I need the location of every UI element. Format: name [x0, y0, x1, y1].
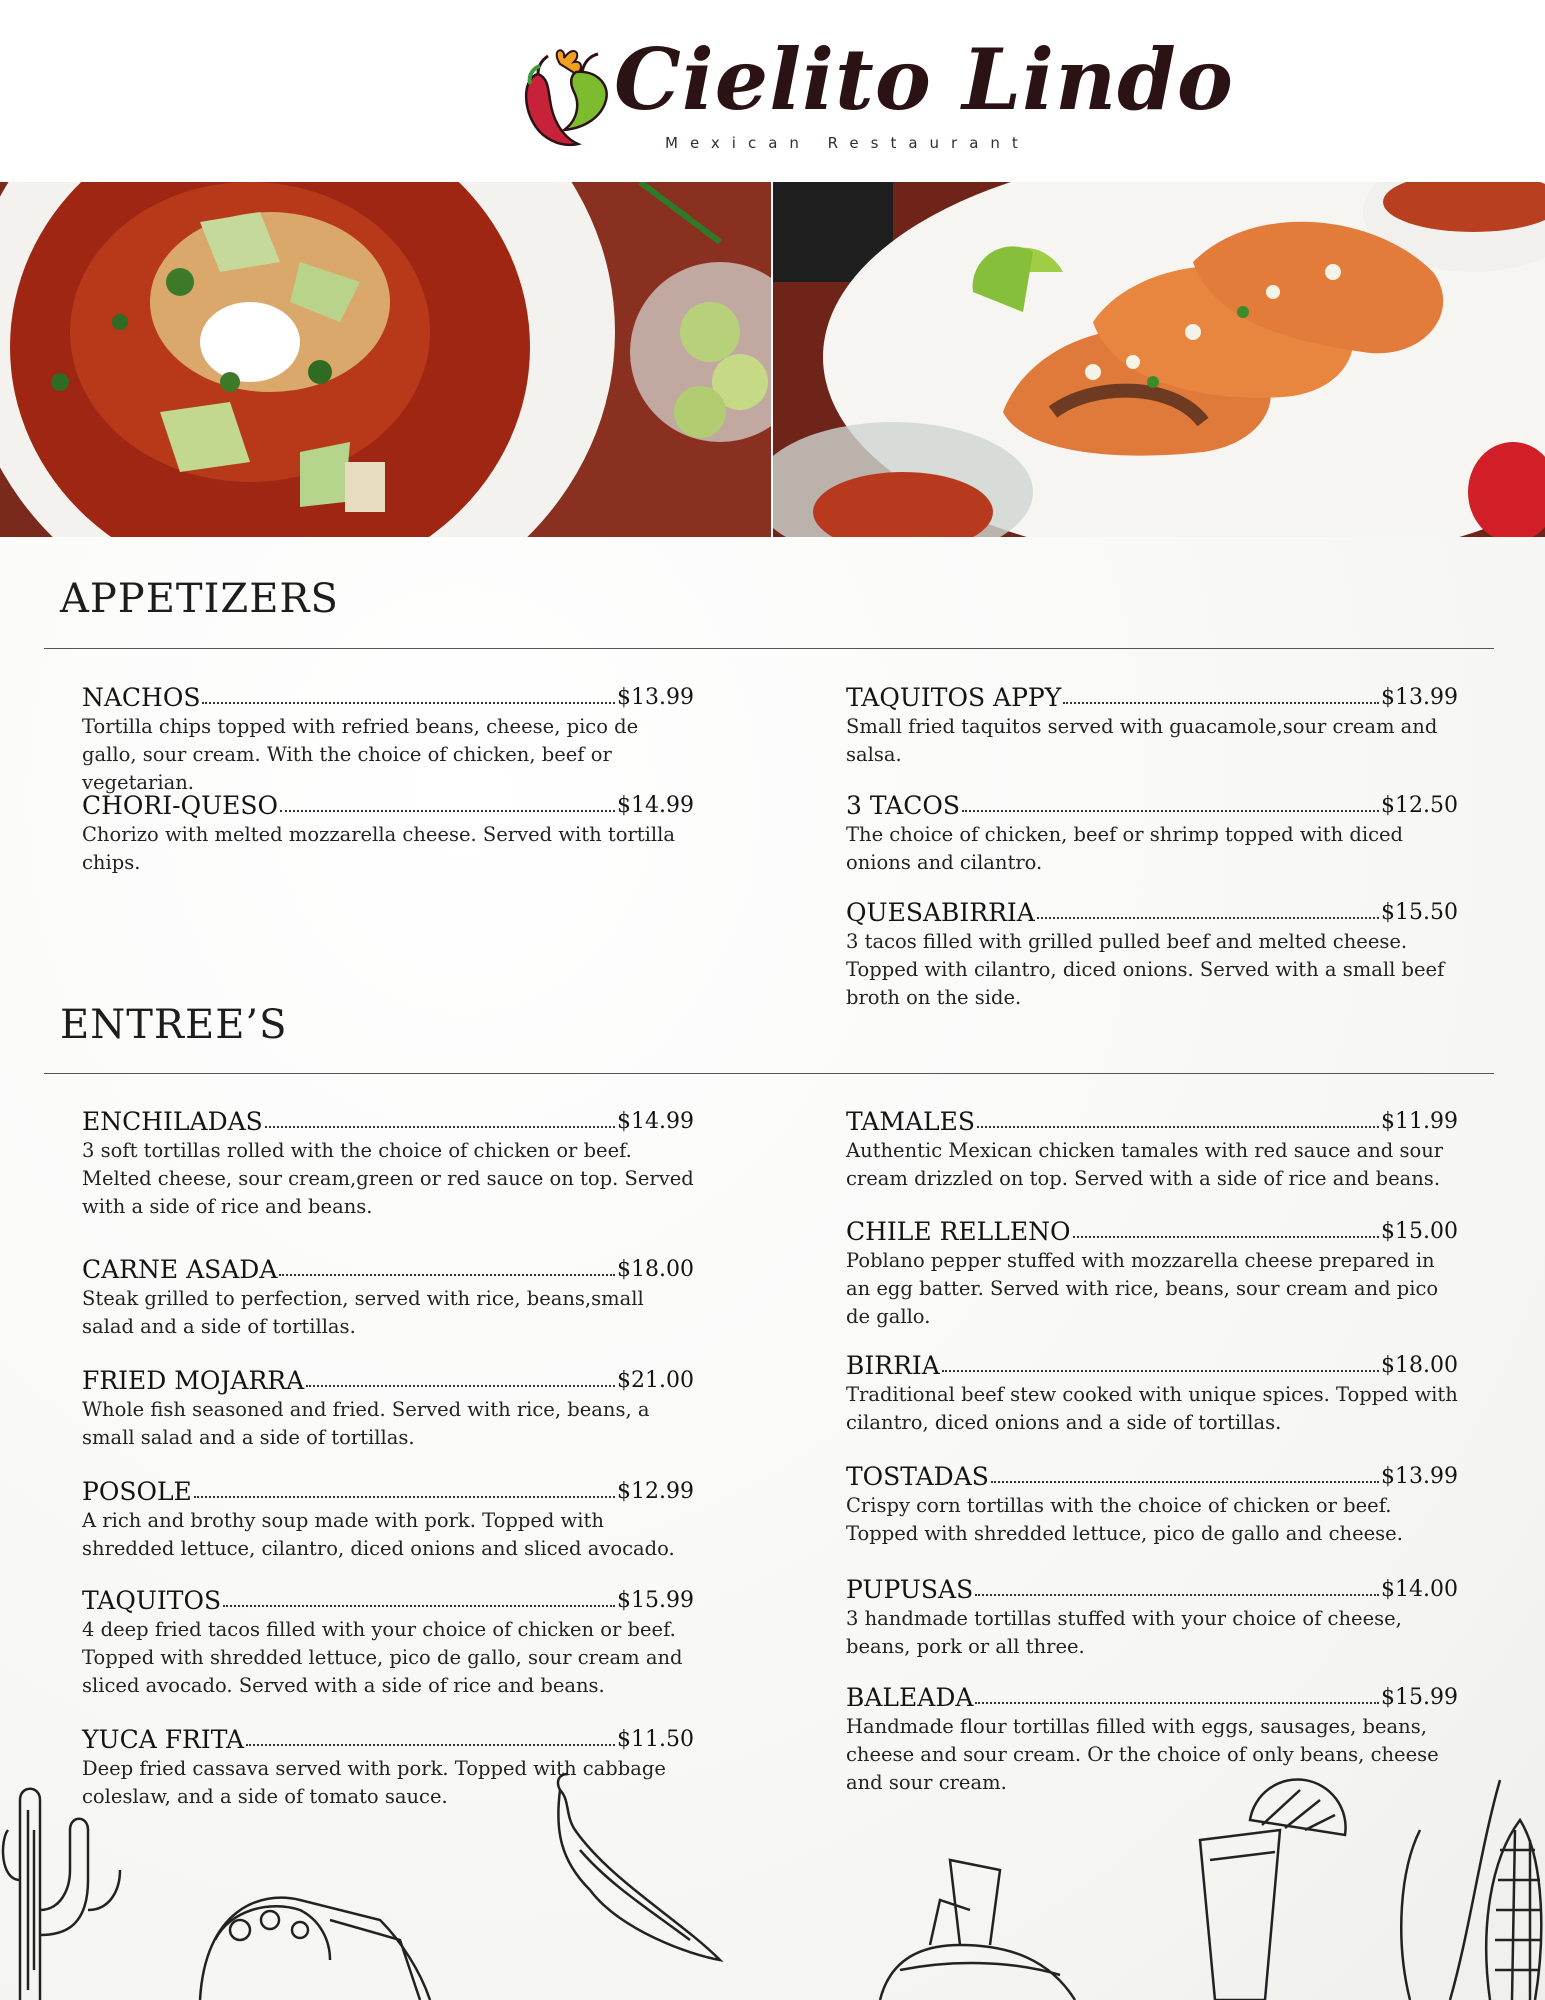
- leader-dots: [942, 1370, 1379, 1372]
- item-name: POSOLE: [82, 1477, 192, 1506]
- item-description: Steak grilled to perfection, served with rice, beans,small salad and a side of tortillas.: [82, 1287, 644, 1338]
- nachos-bowl-icon: [880, 1860, 1075, 2000]
- logo-title: Cielito Lindo: [614, 30, 1234, 129]
- menu-item: [82, 1102, 694, 1221]
- header: [0, 0, 1545, 182]
- item-description: Deep fried cassava served with pork. Topped with cabbage coleslaw, and a side of tomato sauce.: [82, 1757, 666, 1808]
- chili-pepper-icon: [558, 1774, 720, 1960]
- item-name: BALEADA: [846, 1683, 974, 1712]
- item-price: $12.50: [1381, 793, 1458, 818]
- menu-item: [82, 1361, 694, 1452]
- item-price: $14.00: [1381, 1577, 1458, 1602]
- entrees-heading: ENTREE’S: [60, 1002, 288, 1048]
- photo-strip: [0, 182, 1545, 537]
- item-name: TOSTADAS: [846, 1462, 989, 1491]
- item-name: CHILE RELLENO: [846, 1217, 1071, 1246]
- leader-dots: [1063, 702, 1379, 704]
- item-description: 3 handmade tortillas stuffed with your choice of cheese, beans, pork or all three.: [846, 1607, 1402, 1658]
- item-name: 3 TACOS: [846, 791, 960, 820]
- decorative-illustrations: [0, 1770, 1545, 2000]
- menu-item: [846, 1212, 1458, 1331]
- tequila-shot-icon: [1200, 1779, 1346, 2000]
- item-name: CARNE ASADA: [82, 1255, 278, 1284]
- item-price: $14.99: [617, 793, 694, 818]
- menu-item: [82, 786, 694, 877]
- item-description: Poblano pepper stuffed with mozzarella cheese prepared in an egg batter. Served with rice, beans, sour cream and pico de gallo.: [846, 1249, 1439, 1328]
- item-price: $21.00: [617, 1368, 694, 1393]
- item-name: QUESABIRRIA: [846, 898, 1035, 927]
- menu-item: [82, 1472, 694, 1563]
- menu-item: [846, 1102, 1458, 1193]
- leader-dots: [223, 1605, 615, 1607]
- item-name: TAQUITOS APPY: [846, 683, 1062, 712]
- item-price: $11.50: [617, 1727, 694, 1752]
- logo: [520, 30, 1234, 156]
- item-price: $18.00: [1381, 1353, 1458, 1378]
- item-description: Small fried taquitos served with guacamole,sour cream and salsa.: [846, 715, 1438, 766]
- item-description: Whole fish seasoned and fried. Served with rice, beans, a small salad and a side of tortillas.: [82, 1398, 650, 1449]
- posole-soup-photo: [0, 182, 771, 537]
- menu-item: [846, 678, 1458, 769]
- item-name: TAQUITOS: [82, 1586, 222, 1615]
- leader-dots: [306, 1385, 615, 1387]
- item-description: Authentic Mexican chicken tamales with red sauce and sour cream drizzled on top. Served with a side of rice and beans.: [846, 1139, 1444, 1190]
- leader-dots: [265, 1126, 615, 1128]
- logo-subtitle: Mexican Restaurant: [665, 134, 1030, 152]
- item-price: $13.99: [617, 685, 694, 710]
- item-name: CHORI-QUESO: [82, 791, 279, 820]
- item-name: PUPUSAS: [846, 1575, 974, 1604]
- leader-dots: [246, 1744, 615, 1746]
- item-description: 3 tacos filled with grilled pulled beef and melted cheese. Topped with cilantro, diced onions. Served with a small beef broth on the side.: [846, 930, 1445, 1009]
- appetizers-divider: [44, 648, 1494, 649]
- cactus-icon: [3, 1789, 120, 2000]
- leader-dots: [1073, 1236, 1380, 1238]
- leader-dots: [279, 1274, 615, 1276]
- item-price: $15.00: [1381, 1219, 1458, 1244]
- item-price: $18.00: [617, 1257, 694, 1282]
- menu-item: [846, 1570, 1458, 1661]
- item-description: 3 soft tortillas rolled with the choice of chicken or beef. Melted cheese, sour cream,green or red sauce on top. Served with a side of rice and beans.: [82, 1139, 694, 1218]
- item-price: $14.99: [617, 1109, 694, 1134]
- menu-item: [846, 1346, 1458, 1437]
- appetizers-heading: APPETIZERS: [60, 576, 339, 622]
- birria-tacos-photo: [773, 182, 1545, 537]
- item-price: $15.50: [1381, 900, 1458, 925]
- burrito-icon: [200, 1898, 430, 2000]
- entrees-divider: [44, 1073, 1494, 1074]
- item-price: $12.99: [617, 1479, 694, 1504]
- leader-dots: [975, 1594, 1379, 1596]
- item-description: Traditional beef stew cooked with unique spices. Topped with cilantro, diced onions and a side of tortillas.: [846, 1383, 1458, 1434]
- item-price: $15.99: [1381, 1685, 1458, 1710]
- item-description: Crispy corn tortillas with the choice of chicken or beef. Topped with shredded lettuce, pico de gallo and cheese.: [846, 1494, 1403, 1545]
- item-name: ENCHILADAS: [82, 1107, 263, 1136]
- item-description: A rich and brothy soup made with pork. Topped with shredded lettuce, cilantro, diced onions and sliced avocado.: [82, 1509, 675, 1560]
- leader-dots: [202, 702, 615, 704]
- menu-item: [82, 678, 694, 797]
- item-description: Chorizo with melted mozzarella cheese. Served with tortilla chips.: [82, 823, 675, 874]
- leader-dots: [194, 1496, 615, 1498]
- item-name: BIRRIA: [846, 1351, 940, 1380]
- menu-item: [82, 1581, 694, 1700]
- item-price: $11.99: [1381, 1109, 1458, 1134]
- leader-dots: [280, 810, 615, 812]
- leader-dots: [1037, 917, 1379, 919]
- item-name: TAMALES: [846, 1107, 975, 1136]
- leader-dots: [977, 1126, 1379, 1128]
- item-name: YUCA FRITA: [82, 1725, 245, 1754]
- item-description: Handmade flour tortillas filled with eggs, sausages, beans, cheese and sour cream. Or the choice of only beans, cheese and sour cream.: [846, 1715, 1439, 1794]
- item-description: Tortilla chips topped with refried beans, cheese, pico de gallo, sour cream. With the choice of chicken, beef or vegetarian.: [82, 715, 639, 794]
- leader-dots: [991, 1481, 1379, 1483]
- menu-item: [82, 1250, 694, 1341]
- item-price: $15.99: [617, 1588, 694, 1613]
- item-price: $13.99: [1381, 685, 1458, 710]
- item-name: NACHOS: [82, 683, 201, 712]
- item-price: $13.99: [1381, 1464, 1458, 1489]
- leader-dots: [975, 1702, 1379, 1704]
- item-name: FRIED MOJARRA: [82, 1366, 305, 1395]
- corn-icon: [1401, 1780, 1542, 2000]
- chili-peppers-icon: [520, 44, 616, 148]
- menu-item: [846, 893, 1458, 1012]
- item-description: 4 deep fried tacos filled with your choice of chicken or beef. Topped with shredded lettuce, pico de gallo, sour cream and sliced avocado. Served with a side of rice and beans.: [82, 1618, 683, 1697]
- item-description: The choice of chicken, beef or shrimp topped with diced onions and cilantro.: [846, 823, 1404, 874]
- menu-item: [846, 1457, 1458, 1548]
- menu-item: [846, 786, 1458, 877]
- leader-dots: [962, 810, 1379, 812]
